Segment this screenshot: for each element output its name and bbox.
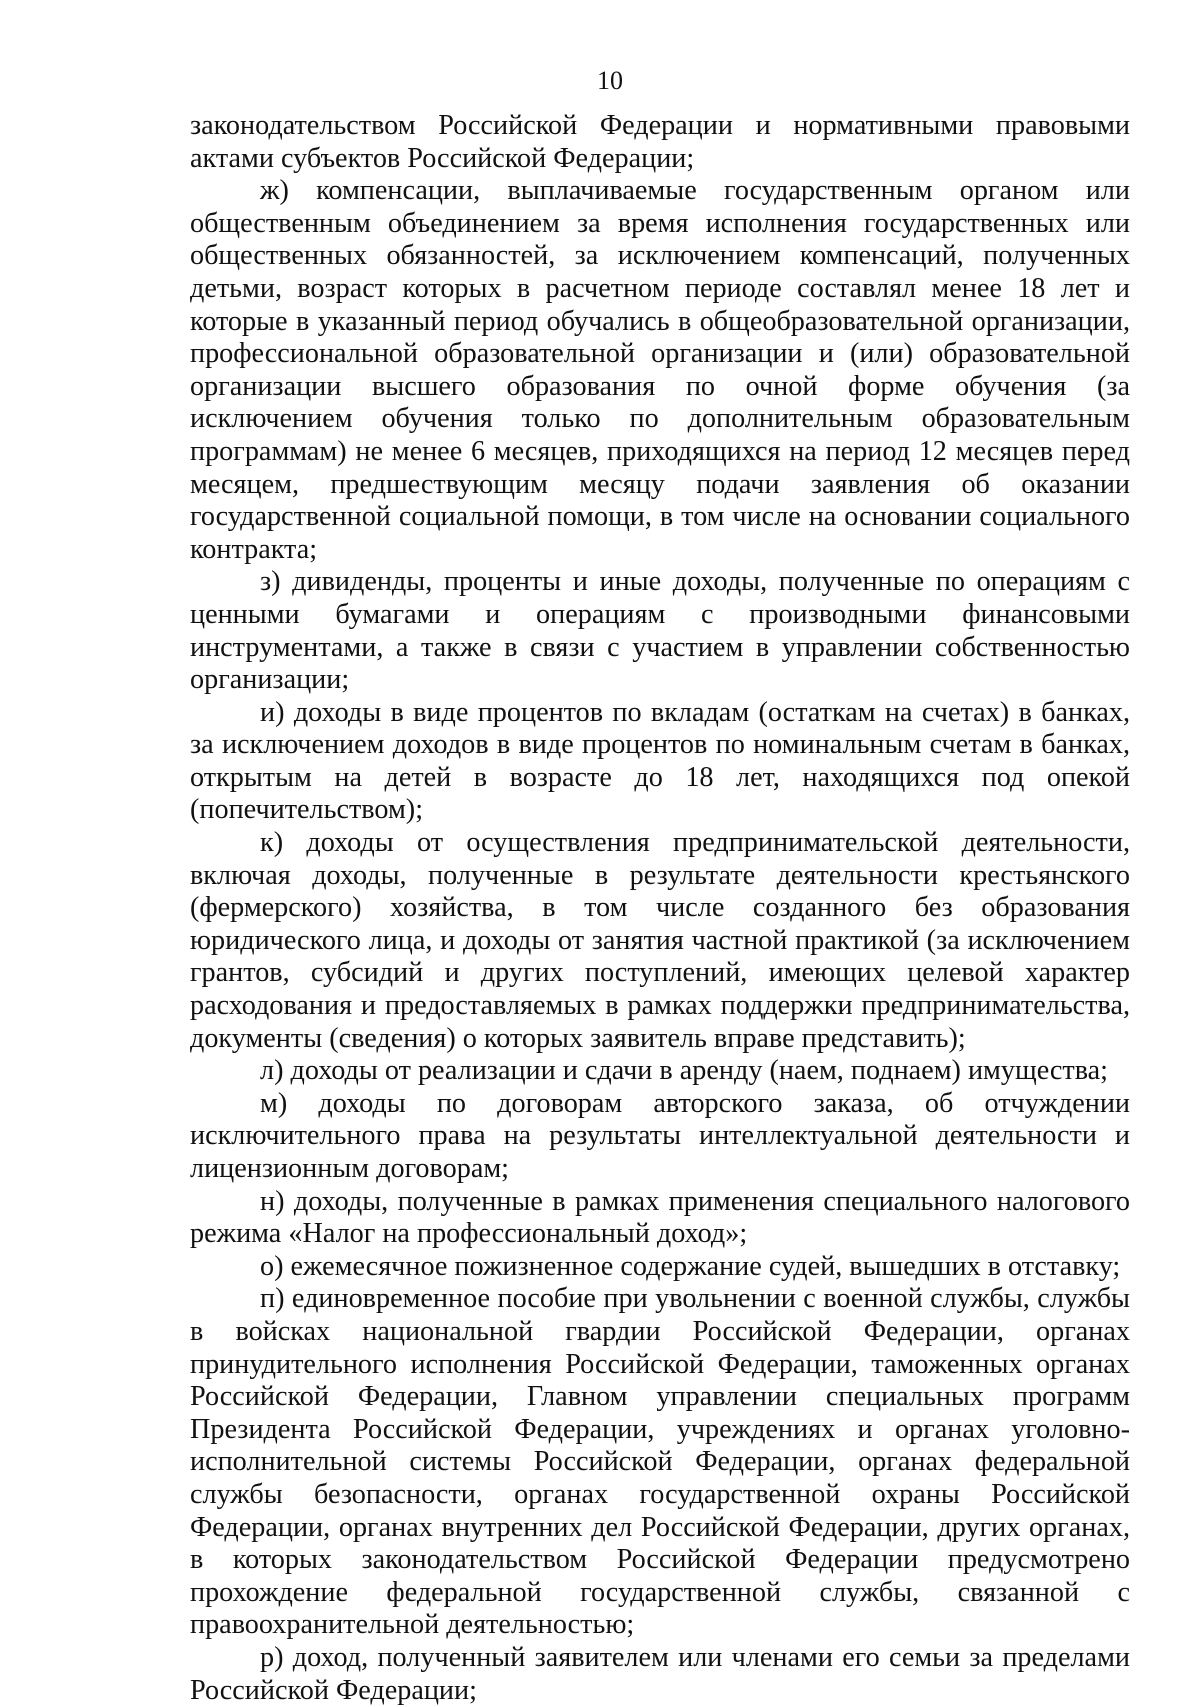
paragraph-item-r: р) доход, полученный заявителем или членами его семьи за пределами Российской Федерации; [190, 1641, 1130, 1706]
paragraph-item-n: н) доходы, полученные в рамках применения специального налогового режима «Налог на профессиональный доход»; [190, 1185, 1130, 1250]
document-body [190, 110, 1130, 1707]
paragraph-item-m: м) доходы по договорам авторского заказа, об отчуждении исключительного права на результаты интеллектуальной деятельности и лицензионным договорам; [190, 1087, 1130, 1184]
paragraph-continuation: законодательством Российской Федерации и нормативными правовыми актами субъектов Российской Федерации; [190, 110, 1130, 174]
paragraph-item-p: п) единовременное пособие при увольнении с военной службы, службы в войсках национальной гвардии Российской Федерации, органах принудительного исполнения Российской Федерации, таможенных органах Российской Федерации, Главном управлении специальных программ Президента Российской Федерации, учреждениях и органах уголовно-исполнительной системы Российской Федерации, органах федеральной службы безопасности, органах государственной охраны Российской Федерации, органах внутренних дел Российской Федерации, других органах, в которых законодательством Российской Федерации предусмотрено прохождение федеральной государственной службы, связанной с правоохранительной деятельностью; [190, 1283, 1130, 1641]
paragraph-item-z: з) дивиденды, проценты и иные доходы, полученные по операциям с ценными бумагами и операциям с производными финансовыми инструментами, а также в связи с участием в управлении собственностью организации; [190, 566, 1130, 696]
paragraph-item-l: л) доходы от реализации и сдачи в аренду (наем, поднаем) имущества; [260, 1055, 1109, 1087]
paragraph-item-zh: ж) компенсации, выплачиваемые государственным органом или общественным объединением за время исполнения государственных или общественных обязанностей, за исключением компенсаций, полученных детьми, возраст которых в расчетном периоде составлял менее 18 лет и которые в указанный период обучались в общеобразовательной организации, профессиональной образовательной организации и (или) образовательной организации высшего образования по очной форме обучения (за исключением обучения только по дополнительным образовательным программам) не менее 6 месяцев, приходящихся на период 12 месяцев перед месяцем, предшествующим месяцу подачи заявления об оказании государственной социальной помощи, в том числе на основании социального контракта; [190, 175, 1130, 565]
page-number: 10 [597, 66, 623, 95]
paragraph-item-i: и) доходы в виде процентов по вкладам (остаткам на счетах) в банках, за исключением доходов в виде процентов по номинальным счетам в банках, открытым на детей в возрасте до 18 лет, находящихся под опекой (попечительством); [190, 696, 1130, 826]
paragraph-item-o: о) ежемесячное пожизненное содержание судей, вышедших в отставку; [260, 1250, 1121, 1282]
paragraph-item-k: к) доходы от осуществления предпринимательской деятельности, включая доходы, полученные в результате деятельности крестьянского (фермерского) хозяйства, в том числе созданного без образования юридического лица, и доходы от занятия частной практикой (за исключением грантов, субсидий и других поступлений, имеющих целевой характер расходования и предоставляемых в рамках поддержки предпринимательства, документы (сведения) о которых заявитель вправе представить); [190, 827, 1130, 1054]
